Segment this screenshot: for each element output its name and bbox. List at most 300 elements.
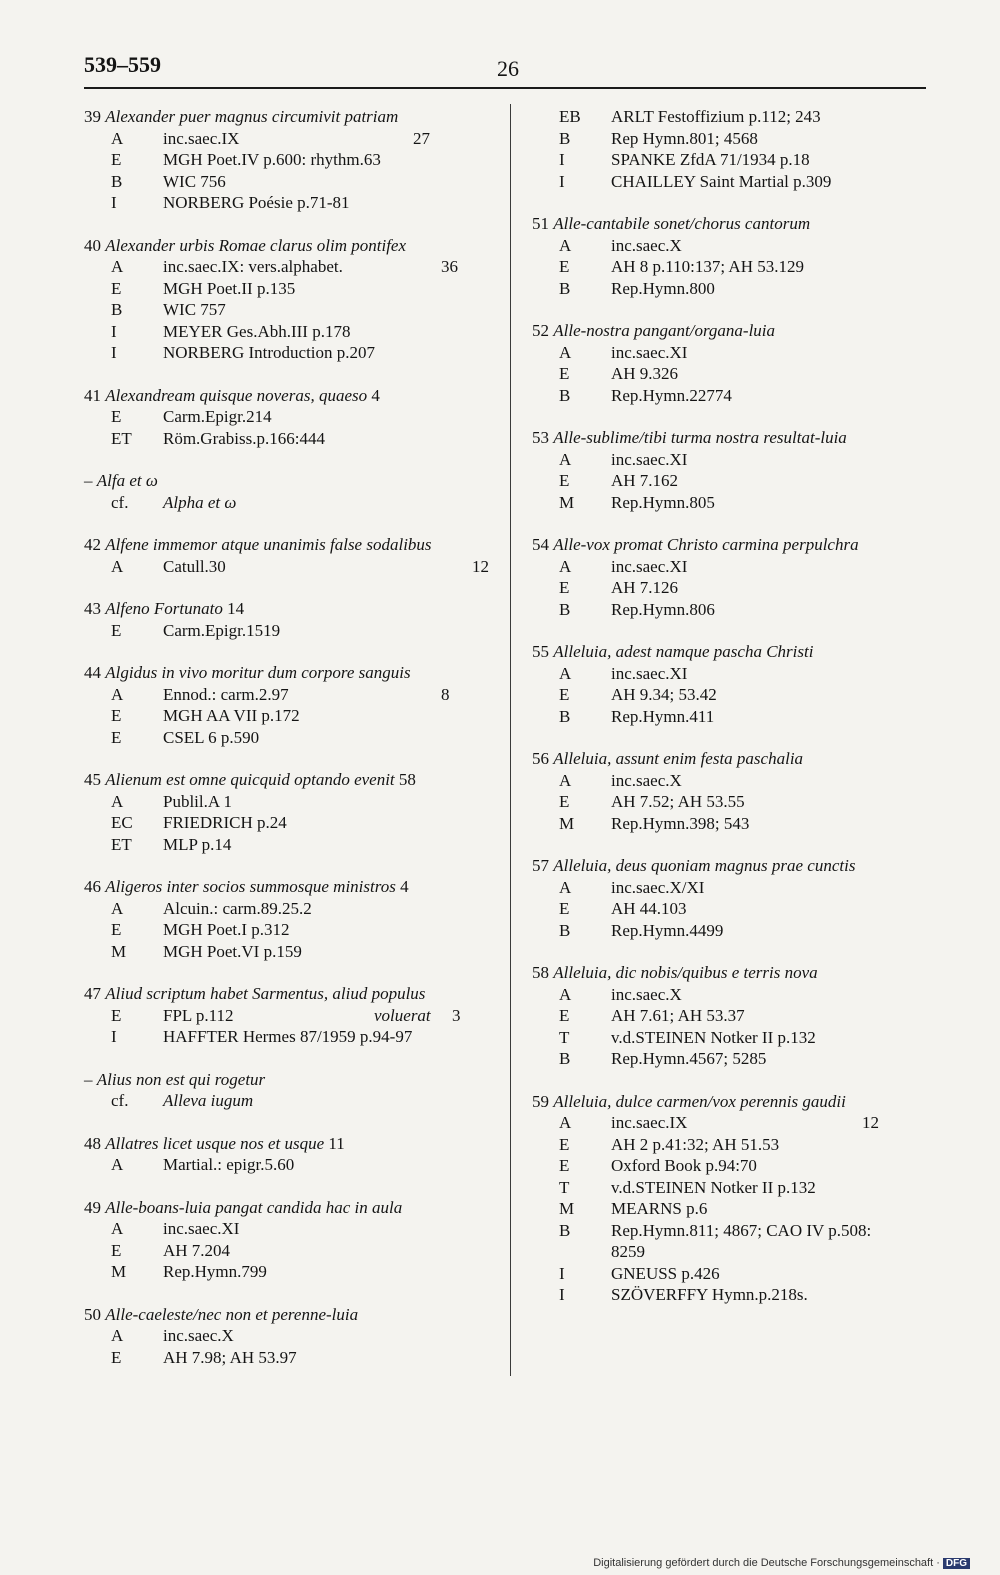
source-code: I bbox=[111, 1027, 117, 1046]
reference-text: Rep.Hymn.811; 4867; CAO IV p.508: bbox=[611, 1220, 872, 1240]
reference-text: CHAILLEY Saint Martial p.309 bbox=[611, 171, 832, 191]
reference-line bbox=[84, 705, 492, 727]
source-code: B bbox=[559, 599, 571, 619]
reference-line bbox=[84, 406, 492, 428]
source-code: A bbox=[111, 898, 124, 918]
source-code: I bbox=[111, 321, 117, 341]
source-code: A bbox=[111, 1219, 124, 1238]
entry-incipit: Alle-sublime/tibi turma nostra resultat-luia bbox=[553, 428, 847, 447]
reference-text: Rep.Hymn.398; 543 bbox=[611, 813, 750, 833]
reference-text: inc.saec.X/XI bbox=[611, 877, 705, 897]
reference-text: WIC 756 bbox=[163, 171, 226, 191]
entry-heading bbox=[532, 213, 922, 235]
entry-heading bbox=[532, 534, 922, 556]
reference-line bbox=[532, 791, 922, 813]
reference-text: inc.saec.X bbox=[611, 770, 682, 790]
entry-incipit: Alle-caeleste/nec non et perenne-luia bbox=[105, 1304, 359, 1324]
source-code: I bbox=[111, 193, 117, 212]
reference-text: HAFFTER Hermes 87/1959 p.94-97 bbox=[163, 1027, 413, 1046]
reference-line bbox=[532, 1177, 922, 1199]
reference-text: inc.saec.IX bbox=[611, 1113, 688, 1132]
verse-count: 11 bbox=[328, 1133, 345, 1153]
entry-heading bbox=[532, 748, 922, 770]
reference-text: Martial.: epigr.5.60 bbox=[163, 1155, 295, 1174]
reference-text: Publil.A 1 bbox=[163, 791, 232, 811]
source-code: A bbox=[559, 770, 572, 790]
reference-text: Alcuin.: carm.89.25.2 bbox=[163, 898, 312, 918]
reference-line bbox=[532, 1155, 922, 1177]
entry-number: 48 bbox=[84, 1133, 101, 1153]
reference-line bbox=[532, 256, 922, 278]
reference-line bbox=[84, 1261, 492, 1283]
source-code: E bbox=[559, 1006, 570, 1025]
index-entry bbox=[532, 106, 922, 192]
reference-text: inc.saec.IX: vers.alphabet. bbox=[163, 257, 343, 276]
entry-number: 47 bbox=[84, 984, 101, 1003]
source-code: I bbox=[559, 1285, 565, 1304]
reference-line bbox=[532, 770, 922, 792]
entry-incipit: Alfeno Fortunato bbox=[105, 599, 223, 618]
reference-text: Röm.Grabiss.p.166:444 bbox=[163, 428, 325, 448]
index-entry bbox=[84, 106, 492, 214]
source-code: B bbox=[559, 920, 571, 940]
entry-heading bbox=[532, 320, 922, 342]
reference-text: MEARNS p.6 bbox=[611, 1199, 708, 1218]
line-count: 12 bbox=[472, 556, 489, 576]
entry-heading bbox=[84, 662, 492, 684]
entry-incipit: Alleluia, assunt enim festa paschalia bbox=[553, 749, 804, 768]
source-code: B bbox=[559, 1049, 571, 1068]
entry-incipit: Alexandream quisque noveras, quaeso bbox=[105, 385, 368, 405]
index-entry bbox=[532, 1091, 922, 1306]
reference-text: AH 7.162 bbox=[611, 471, 679, 490]
entry-number: 52 bbox=[532, 321, 549, 340]
reference-line bbox=[532, 492, 922, 514]
reference-text: inc.saec.XI bbox=[611, 556, 688, 576]
reference-line bbox=[84, 149, 492, 171]
reference-text: NORBERG Introduction p.207 bbox=[163, 343, 376, 362]
verse-count: 4 bbox=[400, 877, 409, 896]
line-count: 27 bbox=[413, 128, 430, 148]
entry-heading bbox=[84, 534, 492, 556]
reference-line bbox=[532, 385, 922, 407]
entry-heading bbox=[532, 641, 922, 663]
source-code: EB bbox=[559, 107, 581, 126]
entry-heading bbox=[84, 1304, 492, 1326]
reference-line bbox=[532, 1198, 922, 1220]
index-entry bbox=[84, 1069, 492, 1112]
reference-text: inc.saec.X bbox=[163, 1326, 234, 1345]
index-entry bbox=[84, 983, 492, 1048]
reference-line bbox=[532, 1048, 922, 1070]
index-entry bbox=[84, 876, 492, 962]
reference-line bbox=[84, 128, 492, 150]
reference-text: Rep.Hymn.4499 bbox=[611, 920, 724, 940]
reference-text: AH 7.126 bbox=[611, 578, 679, 597]
source-code: E bbox=[559, 364, 570, 383]
reference-line bbox=[84, 898, 492, 920]
entry-heading bbox=[84, 598, 492, 620]
reference-line bbox=[84, 299, 492, 321]
reference-text: MGH Poet.II p.135 bbox=[163, 278, 296, 298]
reference-line bbox=[84, 1090, 492, 1112]
entry-incipit: Alleluia, dic nobis/quibus e terris nova bbox=[553, 963, 818, 982]
line-count: 36 bbox=[441, 257, 458, 276]
source-code: M bbox=[559, 492, 575, 512]
entry-heading bbox=[84, 235, 492, 257]
reference-line bbox=[84, 492, 492, 514]
source-code: A bbox=[559, 235, 572, 255]
reference-text: Rep Hymn.801; 4568 bbox=[611, 128, 758, 148]
reference-text: AH 9.34; 53.42 bbox=[611, 685, 717, 704]
reference-text: Ennod.: carm.2.97 bbox=[163, 684, 289, 704]
entry-range: 539–559 bbox=[84, 52, 161, 77]
reference-line bbox=[532, 342, 922, 364]
entry-heading bbox=[84, 769, 492, 791]
reference-text: Rep.Hymn.799 bbox=[163, 1262, 267, 1281]
source-code: A bbox=[111, 684, 124, 704]
source-code: E bbox=[111, 727, 122, 747]
reference-line bbox=[84, 1005, 492, 1027]
source-code: M bbox=[111, 941, 127, 961]
source-code: B bbox=[559, 128, 571, 148]
source-code: E bbox=[559, 685, 570, 704]
reference-line bbox=[84, 256, 492, 278]
reference-line bbox=[84, 321, 492, 343]
reference-text: FRIEDRICH p.24 bbox=[163, 813, 287, 832]
entry-incipit: Alienum est omne quicquid optando evenit bbox=[105, 770, 395, 789]
reference-line bbox=[84, 192, 492, 214]
source-code: I bbox=[111, 343, 117, 362]
index-entry bbox=[84, 598, 492, 641]
entry-heading bbox=[532, 427, 922, 449]
reference-line bbox=[84, 171, 492, 193]
source-code: B bbox=[559, 278, 571, 298]
source-code: M bbox=[559, 1199, 575, 1218]
reference-line bbox=[532, 1134, 922, 1156]
reference-line bbox=[532, 984, 922, 1006]
reference-text: Rep.Hymn.806 bbox=[611, 599, 715, 619]
source-code: E bbox=[559, 578, 570, 597]
footer-credit bbox=[593, 1557, 970, 1569]
index-entry bbox=[532, 641, 922, 727]
reference-text: WIC 757 bbox=[163, 300, 226, 319]
source-code: A bbox=[111, 556, 124, 576]
source-code: E bbox=[111, 1347, 122, 1367]
source-code: cf. bbox=[111, 1091, 129, 1110]
header-rule bbox=[84, 87, 926, 89]
reference-text: Oxford Book p.94:70 bbox=[611, 1156, 757, 1175]
reference-line bbox=[84, 556, 492, 578]
entry-heading bbox=[532, 1091, 922, 1113]
entry-incipit: Alle-cantabile sonet/chorus cantorum bbox=[553, 214, 811, 233]
entry-number: 53 bbox=[532, 428, 549, 447]
reference-text: ARLT Festoffizium p.112; 243 bbox=[611, 107, 821, 126]
index-entry bbox=[84, 662, 492, 748]
reference-text: inc.saec.XI bbox=[611, 342, 688, 362]
reference-text: Alpha et ω bbox=[163, 492, 237, 512]
index-entry bbox=[84, 470, 492, 513]
entry-incipit: Alius non est qui rogetur bbox=[96, 1069, 266, 1089]
source-code: A bbox=[559, 1113, 572, 1132]
entry-incipit: Alleluia, deus quoniam magnus prae cunctis bbox=[553, 856, 856, 875]
entry-incipit: Allatres licet usque nos et usque bbox=[105, 1133, 325, 1153]
reference-text: Rep.Hymn.4567; 5285 bbox=[611, 1049, 767, 1068]
entry-number: – bbox=[84, 1069, 93, 1089]
reference-text: inc.saec.X bbox=[611, 235, 682, 255]
reference-line bbox=[532, 171, 922, 193]
reference-line bbox=[84, 1154, 492, 1176]
entry-number: 42 bbox=[84, 535, 101, 554]
source-code: T bbox=[559, 1177, 570, 1197]
line-count: 3 bbox=[452, 1005, 461, 1025]
source-code: E bbox=[111, 278, 122, 298]
reference-note: voluerat bbox=[374, 1005, 431, 1025]
source-code: E bbox=[111, 620, 122, 640]
reference-text: v.d.STEINEN Notker II p.132 bbox=[611, 1027, 816, 1047]
source-code: E bbox=[559, 792, 570, 811]
entry-number: 57 bbox=[532, 856, 549, 875]
reference-text: MEYER Ges.Abh.III p.178 bbox=[163, 321, 351, 341]
reference-line bbox=[84, 834, 492, 856]
entry-incipit: Alle-vox promat Christo carmina perpulchra bbox=[553, 535, 859, 554]
index-entry bbox=[532, 213, 922, 299]
verse-count: 4 bbox=[371, 385, 380, 405]
entry-incipit: Alfa et ω bbox=[96, 471, 158, 490]
reference-text: CSEL 6 p.590 bbox=[163, 727, 260, 747]
reference-line bbox=[532, 128, 922, 150]
source-code: ET bbox=[111, 834, 132, 854]
reference-text: MGH Poet.I p.312 bbox=[163, 920, 290, 939]
reference-line bbox=[532, 1027, 922, 1049]
source-code: A bbox=[559, 342, 572, 362]
source-code: E bbox=[111, 1005, 122, 1025]
source-code: A bbox=[559, 449, 572, 469]
source-code: A bbox=[559, 663, 572, 683]
reference-text: inc.saec.XI bbox=[611, 663, 688, 683]
index-entry bbox=[84, 235, 492, 364]
source-code: A bbox=[111, 257, 124, 276]
reference-line bbox=[84, 941, 492, 963]
source-code: B bbox=[111, 171, 123, 191]
reference-text: AH 7.52; AH 53.55 bbox=[611, 792, 745, 811]
reference-line bbox=[532, 556, 922, 578]
entry-incipit: Alfene immemor atque unanimis false sodalibus bbox=[105, 535, 432, 554]
source-code: A bbox=[559, 984, 572, 1004]
entry-number: 45 bbox=[84, 770, 101, 789]
entry-incipit: Alexander puer magnus circumivit patriam bbox=[105, 107, 399, 126]
source-code: E bbox=[559, 899, 570, 918]
source-code: E bbox=[111, 920, 122, 939]
reference-line bbox=[84, 812, 492, 834]
source-code: E bbox=[559, 471, 570, 490]
source-code: ET bbox=[111, 428, 132, 448]
reference-line bbox=[532, 449, 922, 471]
reference-text: AH 9.326 bbox=[611, 364, 679, 383]
entry-number: 58 bbox=[532, 963, 549, 982]
index-entry bbox=[84, 1197, 492, 1283]
index-entry bbox=[84, 1304, 492, 1369]
reference-line bbox=[532, 470, 922, 492]
reference-line bbox=[532, 235, 922, 257]
source-code: E bbox=[559, 1156, 570, 1175]
reference-line bbox=[532, 106, 922, 128]
reference-text: inc.saec.XI bbox=[611, 449, 688, 469]
source-code: A bbox=[111, 1155, 124, 1174]
entry-number: 55 bbox=[532, 642, 549, 661]
entry-heading bbox=[84, 983, 492, 1005]
reference-line bbox=[84, 428, 492, 450]
entry-number: 50 bbox=[84, 1304, 101, 1324]
reference-line bbox=[532, 1005, 922, 1027]
page-number: 26 bbox=[497, 56, 519, 81]
source-code: I bbox=[559, 171, 565, 191]
index-entry bbox=[532, 855, 922, 941]
reference-text: NORBERG Poésie p.71-81 bbox=[163, 193, 350, 212]
source-code: E bbox=[111, 706, 122, 725]
reference-text: inc.saec.XI bbox=[163, 1219, 240, 1238]
reference-line bbox=[532, 1220, 922, 1242]
index-entry bbox=[84, 385, 492, 450]
entry-heading bbox=[532, 855, 922, 877]
reference-text: SZÖVERFFY Hymn.p.218s. bbox=[611, 1285, 808, 1304]
entry-number: 43 bbox=[84, 599, 101, 618]
reference-text: AH 7.204 bbox=[163, 1240, 231, 1260]
entry-incipit: Alle-nostra pangant/organa-luia bbox=[553, 321, 776, 340]
reference-line bbox=[532, 363, 922, 385]
left-column bbox=[84, 106, 492, 1389]
source-code: E bbox=[111, 407, 122, 426]
reference-line bbox=[532, 684, 922, 706]
entry-incipit: Aligeros inter socios summosque ministros bbox=[105, 877, 396, 896]
source-code: cf. bbox=[111, 492, 129, 512]
entry-heading bbox=[84, 385, 492, 407]
reference-text: MGH Poet.IV p.600: rhythm.63 bbox=[163, 150, 381, 169]
entry-incipit: Alexander urbis Romae clarus olim pontifex bbox=[105, 235, 407, 255]
source-code: B bbox=[559, 385, 571, 405]
reference-text: SPANKE ZfdA 71/1934 p.18 bbox=[611, 150, 810, 169]
index-entry bbox=[84, 769, 492, 855]
entry-number: 54 bbox=[532, 535, 549, 554]
reference-line bbox=[84, 342, 492, 364]
source-code: E bbox=[111, 1240, 122, 1260]
reference-line bbox=[532, 1112, 922, 1134]
reference-line bbox=[84, 684, 492, 706]
footer-text: Digitalisierung gefördert durch die Deutsche Forschungsgemeinschaft · bbox=[593, 1557, 940, 1569]
index-entry bbox=[532, 320, 922, 406]
entry-incipit: Alleluia, dulce carmen/vox perennis gaudii bbox=[553, 1091, 846, 1111]
reference-text: AH 7.61; AH 53.37 bbox=[611, 1006, 745, 1025]
entry-number: – bbox=[84, 471, 93, 490]
reference-line bbox=[84, 1325, 492, 1347]
source-code: A bbox=[111, 1326, 124, 1345]
entry-number: 59 bbox=[532, 1091, 549, 1111]
reference-line bbox=[84, 620, 492, 642]
entry-heading bbox=[84, 106, 492, 128]
reference-line bbox=[84, 1218, 492, 1240]
entry-number: 41 bbox=[84, 385, 101, 405]
reference-line bbox=[532, 599, 922, 621]
reference-line bbox=[532, 1241, 922, 1263]
reference-text: MGH Poet.VI p.159 bbox=[163, 941, 302, 961]
line-count: 12 bbox=[862, 1113, 879, 1132]
reference-line bbox=[532, 813, 922, 835]
entry-heading bbox=[532, 962, 922, 984]
reference-line bbox=[532, 898, 922, 920]
reference-text: AH 8 p.110:137; AH 53.129 bbox=[611, 257, 804, 276]
reference-text: MLP p.14 bbox=[163, 834, 232, 854]
reference-text: 8259 bbox=[611, 1242, 645, 1261]
source-code: A bbox=[559, 877, 572, 897]
dfg-logo: DFG bbox=[943, 1558, 970, 1569]
source-code: E bbox=[111, 150, 122, 169]
entry-heading bbox=[84, 876, 492, 898]
reference-line bbox=[84, 919, 492, 941]
reference-line bbox=[532, 278, 922, 300]
reference-text: Rep.Hymn.800 bbox=[611, 278, 715, 298]
source-code: A bbox=[111, 128, 124, 148]
reference-line bbox=[532, 877, 922, 899]
reference-text: FPL p.112 bbox=[163, 1005, 234, 1025]
reference-text: AH 2 p.41:32; AH 51.53 bbox=[611, 1134, 780, 1154]
entry-number: 44 bbox=[84, 663, 101, 682]
reference-text: MGH AA VII p.172 bbox=[163, 706, 300, 725]
reference-line bbox=[532, 577, 922, 599]
reference-line bbox=[532, 1263, 922, 1285]
index-entry bbox=[532, 962, 922, 1070]
entry-incipit: Alleluia, adest namque pascha Christi bbox=[553, 642, 814, 661]
reference-text: Rep.Hymn.411 bbox=[611, 706, 715, 726]
source-code: E bbox=[559, 1134, 570, 1154]
reference-text: Carm.Epigr.214 bbox=[163, 407, 272, 426]
reference-line bbox=[84, 791, 492, 813]
column-separator bbox=[510, 104, 511, 1376]
entry-heading bbox=[84, 1197, 492, 1219]
reference-text: inc.saec.X bbox=[611, 984, 682, 1004]
source-code: I bbox=[559, 1263, 565, 1283]
reference-text: Catull.30 bbox=[163, 556, 226, 576]
entry-number: 49 bbox=[84, 1197, 101, 1217]
reference-line bbox=[532, 1284, 922, 1306]
entry-number: 39 bbox=[84, 107, 101, 126]
reference-text: Carm.Epigr.1519 bbox=[163, 620, 281, 640]
index-entry bbox=[532, 427, 922, 513]
entry-number: 40 bbox=[84, 235, 101, 255]
source-code: E bbox=[559, 257, 570, 276]
reference-text: v.d.STEINEN Notker II p.132 bbox=[611, 1177, 816, 1197]
source-code: EC bbox=[111, 813, 133, 832]
verse-count: 14 bbox=[227, 599, 245, 618]
reference-text: Alleva iugum bbox=[163, 1091, 254, 1110]
reference-line bbox=[532, 706, 922, 728]
reference-text: Rep.Hymn.22774 bbox=[611, 385, 732, 405]
reference-text: GNEUSS p.426 bbox=[611, 1263, 720, 1283]
source-code: B bbox=[111, 300, 123, 319]
entry-heading bbox=[84, 1133, 492, 1155]
entry-number: 46 bbox=[84, 877, 101, 896]
source-code: M bbox=[559, 813, 575, 833]
entry-incipit: Alle-boans-luia pangat candida hac in aula bbox=[105, 1197, 403, 1217]
line-count: 8 bbox=[441, 684, 450, 704]
reference-line bbox=[532, 663, 922, 685]
source-code: I bbox=[559, 150, 565, 169]
entry-incipit: Algidus in vivo moritur dum corpore sanguis bbox=[105, 663, 411, 682]
reference-line bbox=[532, 920, 922, 942]
verse-count: 58 bbox=[398, 770, 416, 789]
source-code: M bbox=[111, 1262, 127, 1281]
source-code: T bbox=[559, 1027, 570, 1047]
reference-line bbox=[84, 727, 492, 749]
